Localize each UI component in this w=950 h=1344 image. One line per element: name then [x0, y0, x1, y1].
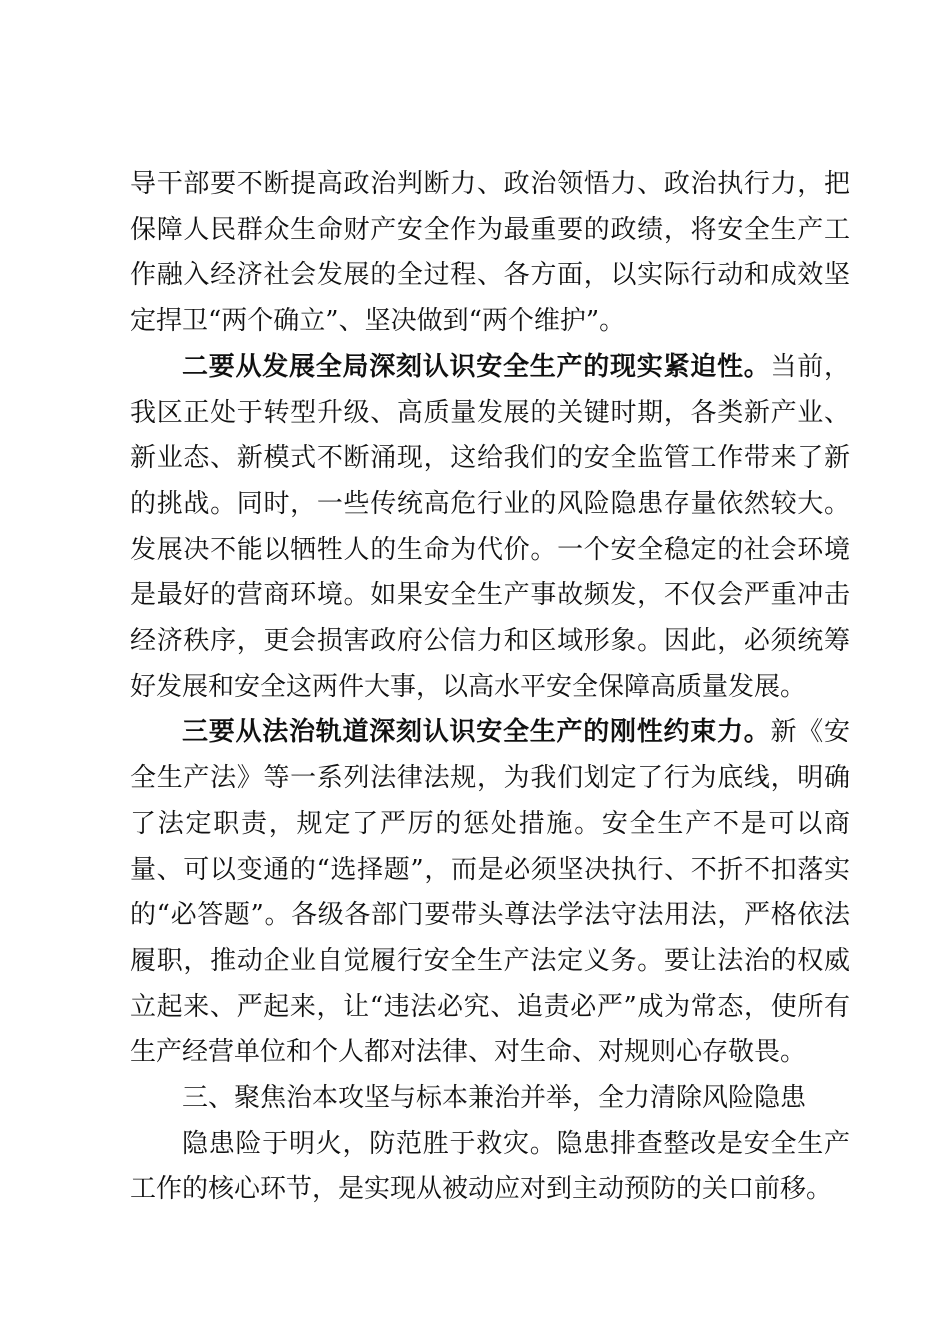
section-heading-text: 三、聚焦治本攻坚与标本兼治并举，全力清除风险隐患 [182, 1083, 807, 1114]
document-body [130, 162, 850, 1213]
paragraph-lead-bold: 二要从发展全局深刻认识安全生产的现实紧迫性。 [182, 351, 771, 382]
paragraph-continuation [130, 162, 850, 345]
paragraph-lead-bold: 三要从法治轨道深刻认识安全生产的刚性约束力。 [182, 717, 771, 748]
paragraph-text: 新《安全生产法》等一系列法律法规，为我们划定了行为底线，明确了法定职责，规定了严厉的惩处措施。安全生产不是可以商量、可以变通的“选择题”，而是必须坚决执行、不折不扣落实的“必答题”。各级各部门要带头尊法学法守法用法，严格依法履职，推动企业自觉履行安全生产法定义务。要让法治的权威立起来、严起来，让“违法必究、追责必严”成为常态，使所有生产经营单位和个人都对法律、对生命、对规则心存敬畏。 [130, 717, 850, 1068]
section-heading [130, 1076, 850, 1122]
paragraph-text: 当前，我区正处于转型升级、高质量发展的关键时期，各类新产业、新业态、新模式不断涌现，这给我们的安全监管工作带来了新的挑战。同时，一些传统高危行业的风险隐患存量依然较大。发展决不能以牺牲人的生命为代价。一个安全稳定的社会环境是最好的营商环境。如果安全生产事故频发，不仅会严重冲击经济秩序，更会损害政府公信力和区域形象。因此，必须统筹好发展和安全这两件大事，以高水平安全保障高质量发展。 [130, 351, 850, 702]
paragraph-section-intro [130, 1122, 850, 1213]
paragraph-point-three [130, 710, 850, 1076]
paragraph-text: 导干部要不断提高政治判断力、政治领悟力、政治执行力，把保障人民群众生命财产安全作为最重要的政绩，将安全生产工作融入经济社会发展的全过程、各方面，以实际行动和成效坚定捍卫“两个确立”、坚决做到“两个维护”。 [130, 169, 850, 337]
paragraph-text: 隐患险于明火，防范胜于救灾。隐患排查整改是安全生产工作的核心环节，是实现从被动应对到主动预防的关口前移。 [130, 1128, 850, 1205]
paragraph-point-two [130, 345, 850, 711]
